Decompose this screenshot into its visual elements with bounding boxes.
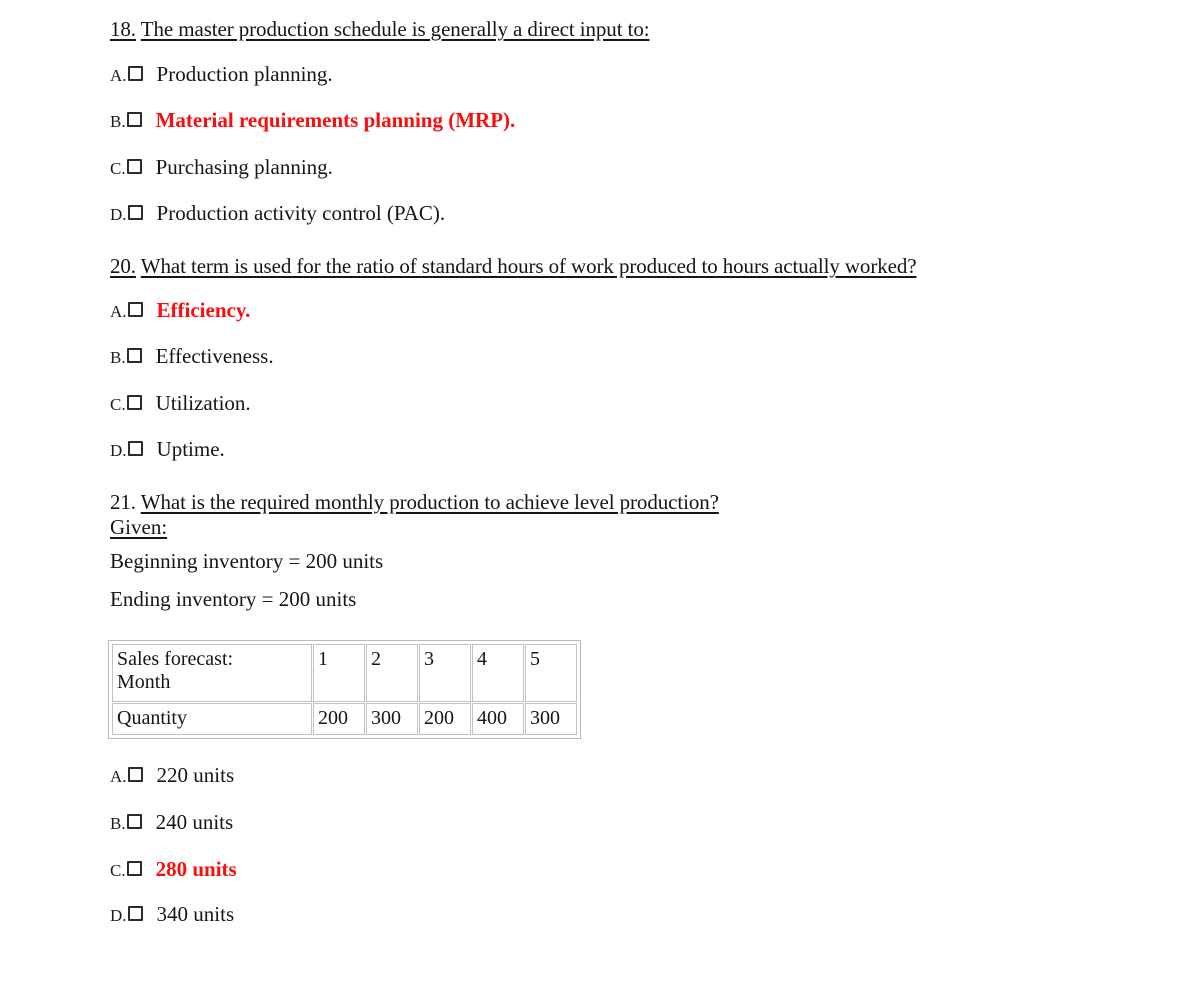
sales-forecast-label-line-1: Sales forecast: [117,648,234,670]
question-21-number: 21. [110,490,136,514]
question-21-given-line-2: Ending inventory = 200 units [110,587,357,611]
quantity-cell-2: 300 [366,703,418,735]
quantity-cell-1: 200 [313,703,365,735]
question-21-text: What is the required monthly production to achieve level production? [140,490,719,514]
option-label: Effectiveness. [155,344,274,368]
question-18-option-a[interactable] [110,62,333,86]
month-cell-5: 5 [525,644,577,702]
question-18-option-d[interactable] [110,201,445,225]
quantity-cell-4: 400 [472,703,524,735]
checkbox-icon[interactable] [127,159,142,174]
month-cell-3: 3 [419,644,471,702]
option-label: Utilization. [155,391,251,415]
table-row-sales-forecast [112,644,577,702]
sales-forecast-table [108,640,581,739]
question-20-option-b[interactable] [110,344,274,368]
question-21-option-a[interactable] [110,763,234,787]
option-label: Uptime. [156,437,225,461]
option-label: Material requirements planning (MRP). [155,108,516,132]
quantity-cell-5: 300 [525,703,577,735]
option-letter: B. [110,112,126,131]
option-label: Purchasing planning. [155,155,333,179]
option-letter: A. [110,767,127,786]
option-label: Efficiency. [156,298,251,322]
option-label: Production activity control (PAC). [156,201,446,225]
question-20-number: 20. [110,254,136,278]
option-letter: C. [110,861,126,880]
option-label: 220 units [156,763,235,787]
question-20-option-a[interactable] [110,298,250,322]
option-letter: C. [110,159,126,178]
question-21-option-d[interactable] [110,902,234,926]
option-letter: C. [110,395,126,414]
question-21-option-b[interactable] [110,810,233,834]
month-cell-1: 1 [313,644,365,702]
month-cell-4: 4 [472,644,524,702]
checkbox-icon[interactable] [127,348,142,363]
checkbox-icon[interactable] [128,205,143,220]
quantity-label-cell: Quantity [112,703,312,735]
question-21-option-c[interactable] [110,857,237,881]
question-21-given-line-1: Beginning inventory = 200 units [110,549,384,573]
option-letter: D. [110,441,127,460]
checkbox-icon[interactable] [128,66,143,81]
sales-forecast-label-cell [112,644,312,702]
question-18-option-b[interactable] [110,108,515,132]
checkbox-icon[interactable] [127,861,142,876]
question-20-text: What term is used for the ratio of standard hours of work produced to hours actually worked? [140,254,917,278]
month-cell-2: 2 [366,644,418,702]
table-row-quantity [112,703,577,735]
checkbox-icon[interactable] [128,767,143,782]
option-letter: D. [110,906,127,925]
checkbox-icon[interactable] [127,112,142,127]
option-letter: A. [110,66,127,85]
question-21-given-label: Given: [110,515,168,539]
option-label: 280 units [155,857,237,881]
question-18-heading [110,16,649,42]
question-18-text: The master production schedule is generally a direct input to: [140,17,650,41]
checkbox-icon[interactable] [127,814,142,829]
sales-forecast-label-line-2: Month [117,671,171,693]
checkbox-icon[interactable] [128,441,143,456]
question-20-option-c[interactable] [110,391,251,415]
question-18-option-c[interactable] [110,155,333,179]
checkbox-icon[interactable] [128,302,143,317]
checkbox-icon[interactable] [127,395,142,410]
question-20-option-d[interactable] [110,437,225,461]
question-18-number: 18. [110,17,136,41]
option-letter: B. [110,348,126,367]
option-letter: B. [110,814,126,833]
option-label: 240 units [155,810,234,834]
option-label: Production planning. [156,62,333,86]
question-21-heading [110,489,719,515]
checkbox-icon[interactable] [128,906,143,921]
option-letter: D. [110,205,127,224]
quantity-cell-3: 200 [419,703,471,735]
question-20-heading [110,253,916,279]
option-letter: A. [110,302,127,321]
option-label: 340 units [156,902,235,926]
